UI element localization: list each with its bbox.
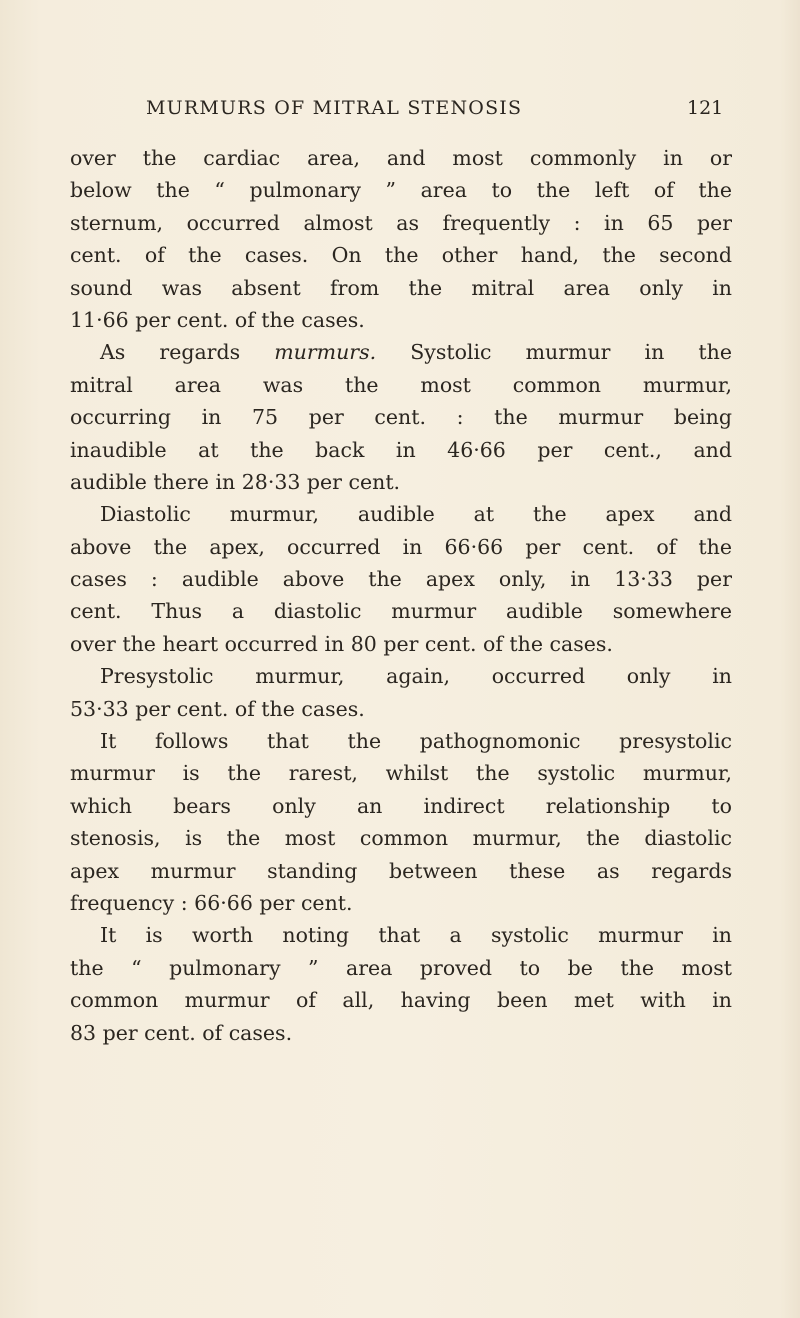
text-line: which bears only an indirect relationship to [70, 793, 732, 818]
text-line: mitral area was the most common murmur, [70, 372, 732, 397]
text-line: occurring in 75 per cent. : the murmur being [70, 405, 732, 430]
running-head: MURMURS OF MITRAL STENOSIS [146, 97, 523, 119]
text-line: below the “ pulmonary ” area to the left of the [70, 178, 732, 203]
text-line: It is worth noting that a systolic murmur in [100, 923, 732, 948]
text-fragment: As regards [100, 340, 241, 365]
page-number: 121 [687, 97, 724, 119]
text-line: frequency : 66·66 per cent. [70, 890, 353, 915]
text-line: murmur is the rarest, whilst the systolic murmur, [70, 761, 732, 786]
text-fragment: Systolic murmur in the [410, 340, 732, 365]
body-text [70, 142, 732, 1049]
text-line: over the heart occurred in 80 per cent. of the cases. [70, 631, 613, 656]
text-line: common murmur of all, having been met with in [70, 988, 732, 1013]
text-line: apex murmur standing between these as regards [70, 858, 732, 883]
text-line: above the apex, occurred in 66·66 per cent. of the [70, 534, 732, 559]
text-line: It follows that the pathognomonic presystolic [100, 729, 732, 754]
italic-term-murmurs: murmurs. [274, 340, 377, 365]
text-line: cent. Thus a diastolic murmur audible somewhere [70, 599, 732, 624]
text-line: 53·33 per cent. of the cases. [70, 696, 365, 721]
text-line: sound was absent from the mitral area only in [70, 275, 732, 300]
text-line: inaudible at the back in 46·66 per cent., and [70, 437, 732, 462]
text-line: the “ pulmonary ” area proved to be the most [70, 955, 732, 980]
text-line: Diastolic murmur, audible at the apex and [100, 502, 732, 527]
text-line: stenosis, is the most common murmur, the diastolic [70, 826, 732, 851]
text-line: 11·66 per cent. of the cases. [70, 307, 365, 332]
text-line: over the cardiac area, and most commonly in or [70, 146, 732, 170]
text-line: cent. of the cases. On the other hand, the second [70, 243, 732, 268]
page-header [0, 97, 800, 127]
text-line: cases : audible above the apex only, in 13·33 per [70, 567, 732, 592]
text-line: audible there in 28·33 per cent. [70, 469, 401, 494]
text-line: Presystolic murmur, again, occurred only in [100, 664, 732, 689]
text-line-murmurs [70, 336, 732, 368]
text-line: 83 per cent. of cases. [70, 1020, 293, 1045]
text-line: sternum, occurred almost as frequently : in 65 per [70, 210, 732, 235]
